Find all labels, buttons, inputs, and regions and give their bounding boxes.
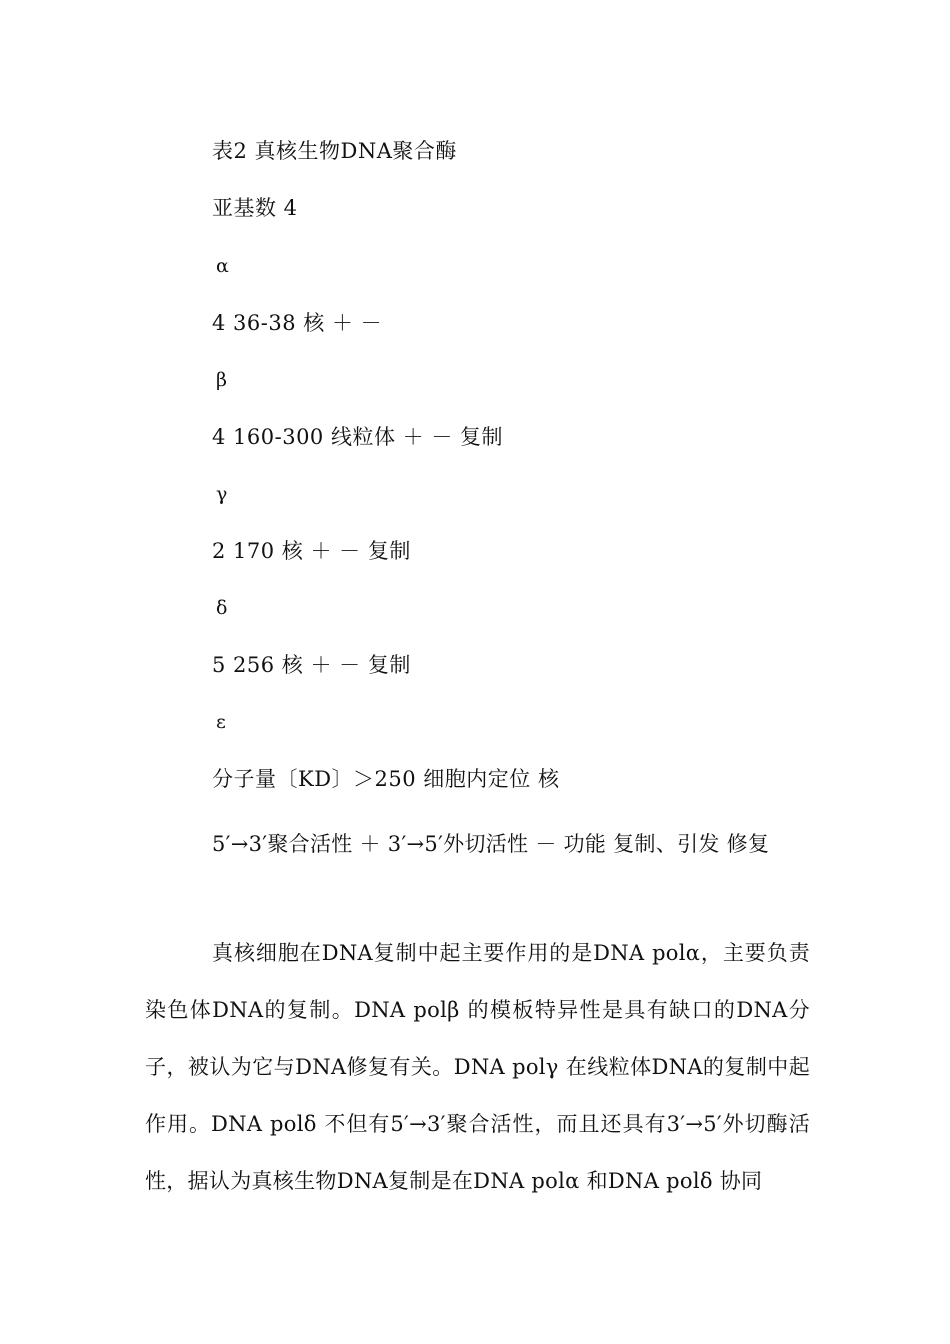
table-row-gamma: γ [216,483,228,505]
table-row-molecular-weight: 分子量〔KD〕＞250 细胞内定位 核 [212,767,560,791]
paragraph-activity: 5′→3′聚合活性 ＋ 3′→5′外切活性 － 功能 复制、引发 修复 [212,832,770,856]
table-row-alpha-values: 4 36-38 核 ＋ － [212,311,383,335]
table-row-gamma-values: 2 170 核 ＋ － 复制 [212,539,411,563]
table-row-beta: β [216,369,228,391]
table-row-subunits: 亚基数 4 [212,196,298,220]
table-row-delta-values: 5 256 核 ＋ － 复制 [212,653,411,677]
table-row-delta: δ [216,597,228,619]
table-row-beta-values: 4 160-300 线粒体 ＋ － 复制 [212,425,503,449]
table-title: 表2 真核生物DNA聚合酶 [212,139,457,163]
table-row-epsilon: ε [216,711,227,733]
table-row-alpha: α [216,255,230,277]
paragraph-body: 真核细胞在DNA复制中起主要作用的是DNA polα，主要负责染色体DNA的复制。DNA polβ 的模板特异性是具有缺口的DNA分子，被认为它与DNA修复有关。DNA polγ 在线粒体DNA的复制中起作用。DNA polδ 不但有5′→3′聚合活性，而且还具有3′→5′外切酶活性，据认为真核生物DNA复制是在DNA polα 和DNA polδ 协同 [145,941,810,1193]
